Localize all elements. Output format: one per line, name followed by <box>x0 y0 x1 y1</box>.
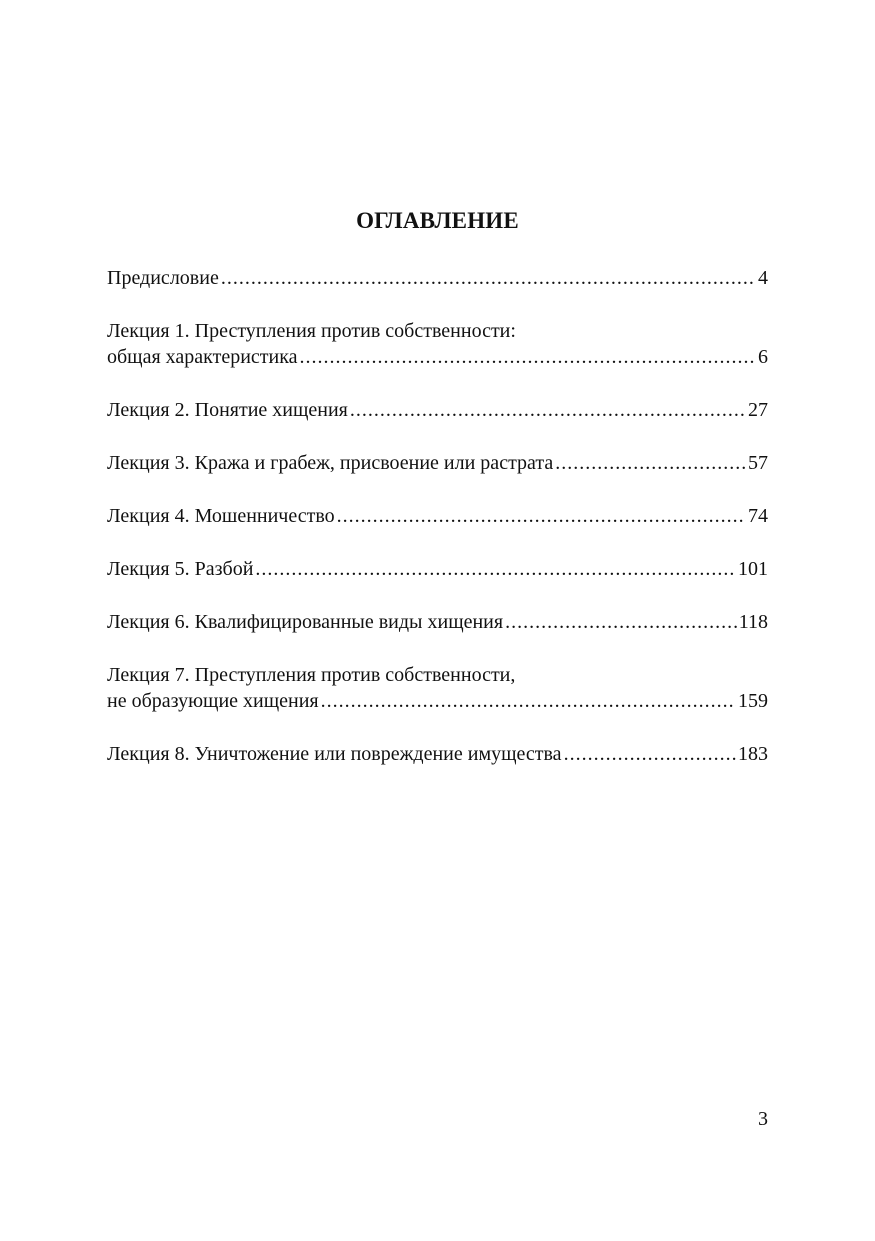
dot-leader <box>255 556 736 582</box>
toc-entry-line <box>107 688 768 714</box>
toc-entry-page: 4 <box>758 267 768 289</box>
toc-entry-page: 183 <box>738 743 768 765</box>
toc-entry-title: Лекция 3. Кража и грабеж, присвоение или растрата <box>107 452 554 474</box>
toc-entry-title: Лекция 5. Разбой <box>107 558 254 580</box>
toc-entry-title: Лекция 4. Мошенничество <box>107 505 335 527</box>
toc-entry[interactable] <box>107 556 768 582</box>
dot-leader <box>321 688 736 714</box>
toc-entry-page: 101 <box>738 558 768 580</box>
toc-entry-title: Лекция 6. Квалифицированные виды хищения <box>107 611 504 633</box>
toc-entry-line <box>107 450 768 476</box>
toc-entry[interactable] <box>107 662 768 714</box>
toc-entry-page: 118 <box>738 611 768 633</box>
toc-entry-line <box>107 344 768 370</box>
table-of-contents <box>107 265 768 767</box>
toc-entry[interactable] <box>107 397 768 423</box>
toc-entry-page: 27 <box>748 399 768 421</box>
toc-entry-title: Лекция 2. Понятие хищения <box>107 399 348 421</box>
dot-leader <box>505 609 737 635</box>
dot-leader <box>564 741 736 767</box>
toc-entry-line <box>107 741 768 767</box>
toc-entry-line <box>107 503 768 529</box>
toc-entry[interactable] <box>107 265 768 291</box>
toc-entry-page: 57 <box>748 452 768 474</box>
toc-entry-page: 159 <box>738 690 768 712</box>
toc-entry-title: Лекция 8. Уничтожение или повреждение имущества <box>107 743 562 765</box>
toc-entry[interactable] <box>107 609 768 635</box>
toc-entry-title: Предисловие <box>107 267 219 289</box>
toc-entry-title-continued: общая характеристика <box>107 346 298 368</box>
dot-leader <box>221 265 756 291</box>
dot-leader <box>337 503 746 529</box>
toc-entry[interactable] <box>107 450 768 476</box>
toc-entry-page: 74 <box>748 505 768 527</box>
toc-entry-line <box>107 609 768 635</box>
dot-leader <box>300 344 756 370</box>
toc-entry-page: 6 <box>758 346 768 368</box>
toc-heading: ОГЛАВЛЕНИЕ <box>356 208 519 233</box>
page-number: 3 <box>758 1108 768 1130</box>
dot-leader <box>350 397 746 423</box>
dot-leader <box>555 450 746 476</box>
toc-entry-line <box>107 397 768 423</box>
toc-entry[interactable] <box>107 741 768 767</box>
toc-entry[interactable] <box>107 503 768 529</box>
toc-entry-line <box>107 556 768 582</box>
toc-entry-title: Лекция 1. Преступления против собственности: <box>107 320 516 342</box>
toc-entry-title-continued: не образующие хищения <box>107 690 319 712</box>
toc-entry-title: Лекция 7. Преступления против собственности, <box>107 664 516 686</box>
toc-entry-line <box>107 265 768 291</box>
toc-entry[interactable] <box>107 318 768 370</box>
